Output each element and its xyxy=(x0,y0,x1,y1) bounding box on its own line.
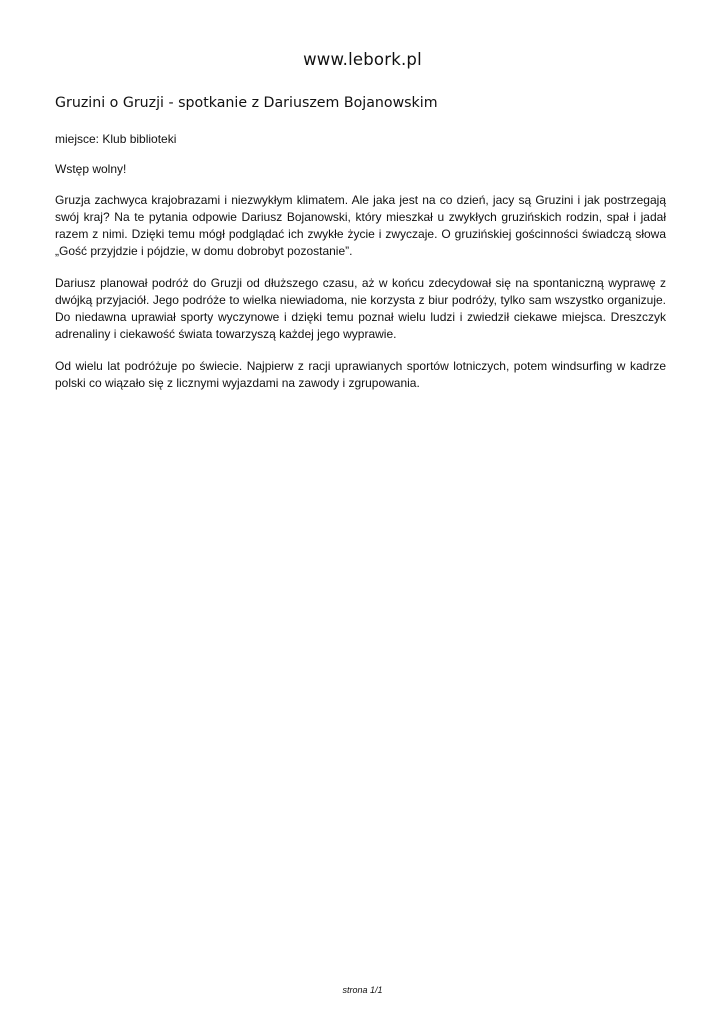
article-paragraph: Od wielu lat podróżuje po świecie. Najpierw z racji uprawianych sportów lotniczych, potem windsurfing w kadrze polski co wiązało się z licznymi wyjazdami na zawody i zgrupowania. xyxy=(55,359,666,390)
entry-info: Wstęp wolny! xyxy=(55,162,127,176)
site-url-header: www.lebork.pl xyxy=(303,50,422,69)
article-paragraph: Dariusz planował podróż do Gruzji od dłuższego czasu, aż w końcu zdecydował się na spontaniczną wyprawę z dwójką przyjaciół. Jego podróże to wielka niewiadoma, nie korzysta z biur podróży, tylko sam wszystko organizuje. Do niedawna uprawiał sporty wyczynowe i dzięki temu poznał wielu ludzi i zwiedził ciekawe miejsca. Dreszczyk adrenaliny i ciekawość świata towarzyszą każdej jego wyprawie. xyxy=(55,276,666,341)
article-paragraph: Gruzja zachwyca krajobrazami i niezwykłym klimatem. Ale jaka jest na co dzień, jacy są Gruzini i jak postrzegają swój kraj? Na te pytania odpowie Dariusz Bojanowski, który mieszkał u zwykłych gruzińskich rodzin, spał i jadał razem z nimi. Dzięki temu mógł podglądać ich zwykłe życie i zwyczaje. O gruzińskiej gościnności świadczą słowa „Gość przyjdzie i pójdzie, w domu dobrobyt pozostanie”. xyxy=(55,193,666,258)
article xyxy=(55,94,666,407)
event-location: miejsce: Klub biblioteki xyxy=(55,132,177,146)
page-number: strona 1/1 xyxy=(342,985,383,995)
article-title: Gruzini o Gruzji - spotkanie z Dariuszem Bojanowskim xyxy=(55,95,438,111)
